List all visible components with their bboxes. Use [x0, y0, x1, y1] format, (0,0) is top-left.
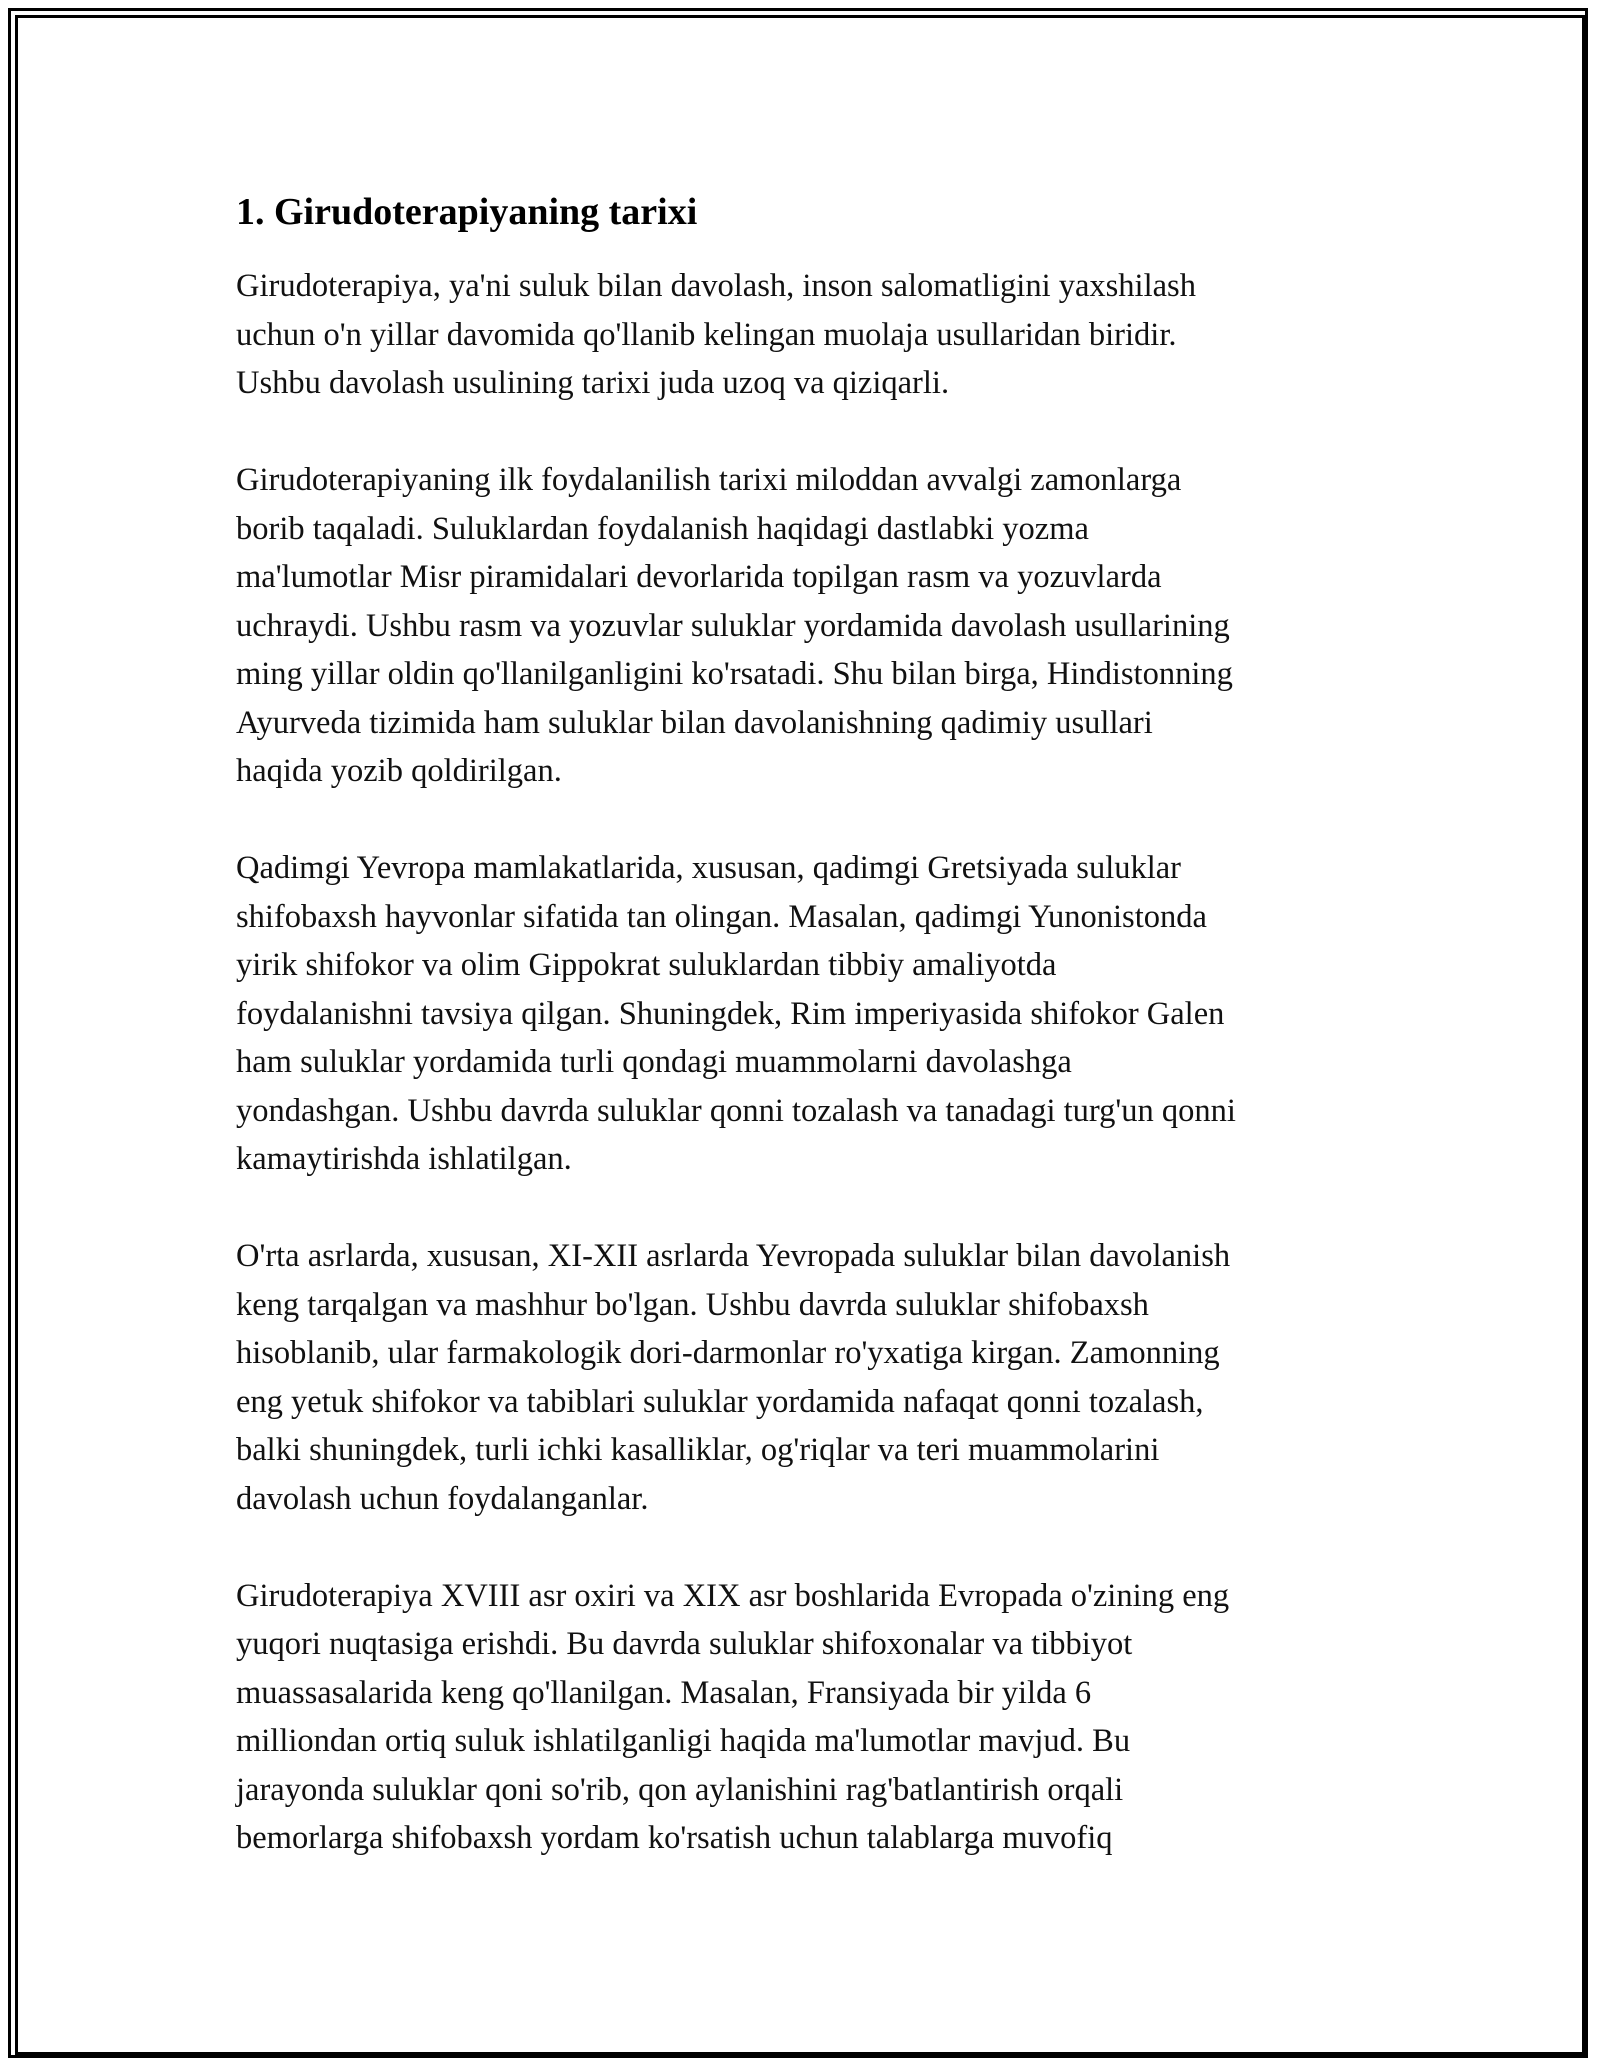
text-line: ham suluklar yordamida turli qondagi muammolarni davolashga	[236, 1044, 1072, 1080]
text-line: Girudoterapiyaning ilk foydalanilish tarixi miloddan avvalgi zamonlarga	[236, 462, 1182, 498]
text-line: balki shuningdek, turli ichki kasalliklar, og'riqlar va teri muammolarini	[236, 1432, 1160, 1468]
text-line: kamaytirishda ishlatilgan.	[236, 1141, 572, 1177]
text-line: keng tarqalgan va mashhur bo'lgan. Ushbu davrda suluklar shifobaxsh	[236, 1286, 1149, 1323]
text-line: yirik shifokor va olim Gippokrat suluklardan tibbiy amaliyotda	[236, 947, 1057, 983]
text-line: Girudoterapiya, ya'ni suluk bilan davolash, inson salomatligini yaxshilash	[236, 268, 1196, 304]
text-line: shifobaxsh hayvonlar sifatida tan olingan. Masalan, qadimgi Yunonistonda	[236, 898, 1207, 935]
text-line: milliondan ortiq suluk ishlatilganligi haqida ma'lumotlar mavjud. Bu	[236, 1723, 1131, 1759]
paragraph-2	[236, 456, 1376, 796]
section-heading: 1. Girudoterapiyaning tarixi	[236, 191, 698, 233]
text-line: bemorlarga shifobaxsh yordam ko'rsatish uchun talablarga muvofiq	[236, 1820, 1113, 1856]
text-line: Ushbu davolash usulining tarixi juda uzoq va qiziqarli.	[236, 365, 950, 401]
text-line: davolash uchun foydalanganlar.	[236, 1480, 649, 1517]
text-line: borib taqaladi. Suluklardan foydalanish haqidagi dastlabki yozma	[236, 510, 1089, 547]
text-line: jarayonda suluklar qoni so'rib, qon aylanishini rag'batlantirish orqali	[236, 1771, 1124, 1808]
text-line: Ayurveda tizimida ham suluklar bilan davolanishning qadimiy usullari	[236, 704, 1153, 741]
text-line: eng yetuk shifokor va tabiblari suluklar yordamida nafaqat qonni tozalash,	[236, 1383, 1204, 1420]
text-line: muassasalarida keng qo'llanilgan. Masalan, Fransiyada bir yilda 6	[236, 1674, 1092, 1711]
text-line: uchraydi. Ushbu rasm va yozuvlar suluklar yordamida davolash usullarining	[236, 607, 1230, 644]
paragraph-3	[236, 844, 1376, 1184]
text-line: Qadimgi Yevropa mamlakatlarida, xususan, qadimgi Gretsiyada suluklar	[236, 850, 1182, 886]
text-line: yondashgan. Ushbu davrda suluklar qonni tozalash va tanadagi turg'un qonni	[236, 1092, 1236, 1129]
text-line: O'rta asrlarda, xususan, XI-XII asrlarda Yevropada suluklar bilan davolanish	[236, 1238, 1231, 1274]
paragraph-4	[236, 1232, 1376, 1523]
text-line: yuqori nuqtasiga erishdi. Bu davrda suluklar shifoxonalar va tibbiyot	[236, 1626, 1133, 1662]
text-line: haqida yozib qoldirilgan.	[236, 753, 562, 789]
paragraph-1	[236, 262, 1376, 408]
text-line: Girudoterapiya XVIII asr oxiri va XIX asr boshlarida Evropada o'zining eng	[236, 1577, 1230, 1614]
paragraph-5	[236, 1572, 1376, 1863]
text-line: hisoblanib, ular farmakologik dori-darmonlar ro'yxatiga kirgan. Zamonning	[236, 1335, 1220, 1371]
text-line: foydalanishni tavsiya qilgan. Shuningdek, Rim imperiyasida shifokor Galen	[236, 995, 1225, 1032]
text-line: uchun o'n yillar davomida qo'llanib kelingan muolaja usullaridan biridir.	[236, 316, 1177, 353]
text-line: ma'lumotlar Misr piramidalari devorlarida topilgan rasm va yozuvlarda	[236, 559, 1162, 595]
text-line: ming yillar oldin qo'llanilganligini ko'rsatadi. Shu bilan birga, Hindistonning	[236, 656, 1233, 692]
document-body	[236, 188, 1376, 1911]
